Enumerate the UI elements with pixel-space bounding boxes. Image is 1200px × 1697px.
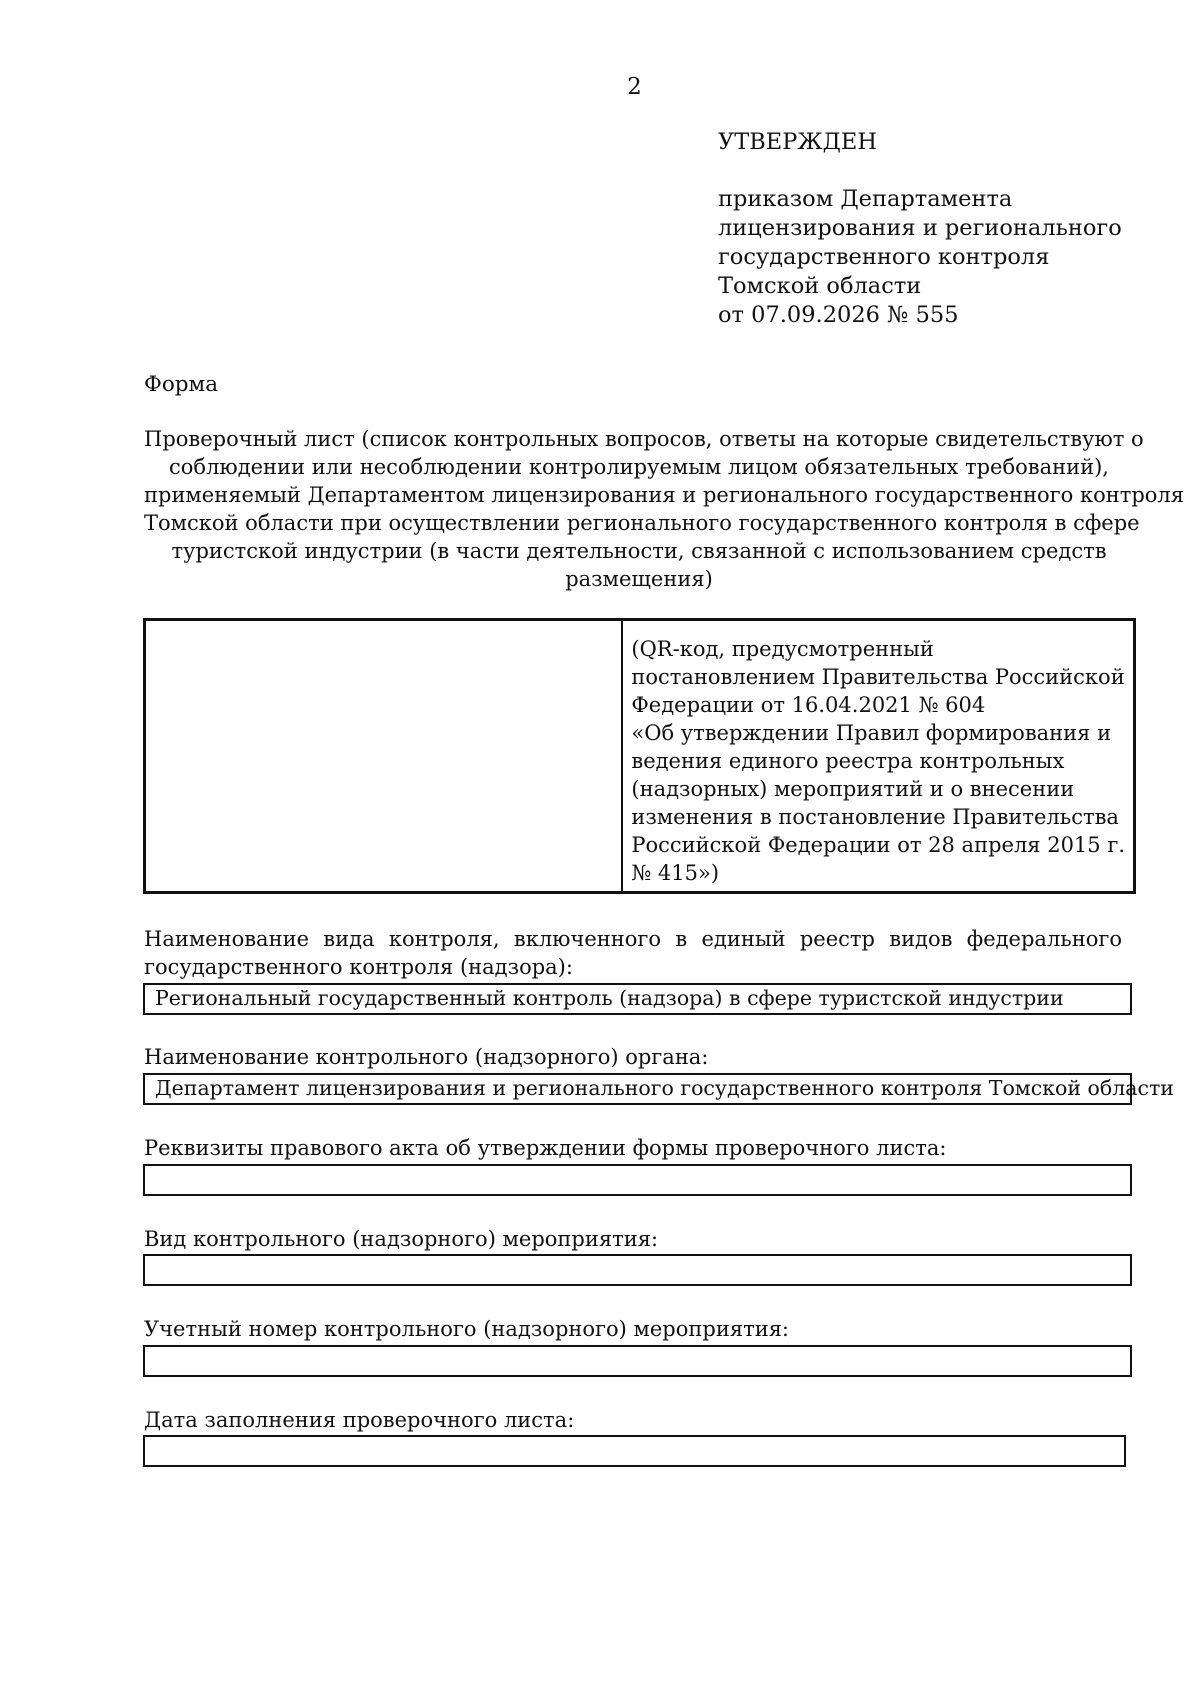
control-body-field[interactable]: Департамент лицензирования и регионального государственного контроля Томской области — [143, 1073, 1132, 1105]
event-number-label — [144, 1315, 1122, 1343]
qr-note-line: «Об утверждении Правил формирования и — [631, 721, 1112, 745]
control-body-label — [144, 1043, 1122, 1071]
qr-note-line: изменения в постановление Правительства — [631, 805, 1119, 829]
fill-date-label — [144, 1406, 1122, 1434]
legal-act-label — [144, 1134, 1122, 1162]
control-type-field[interactable]: Региональный государственный контроль (надзора) в сфере туристской индустрии — [143, 983, 1132, 1015]
control-type-label-line: Наименование вида контроля, включенного в единый реестр видов федерального — [144, 927, 1122, 951]
control-type-label — [144, 925, 1122, 981]
event-type-label-line: Вид контрольного (надзорного) мероприятия: — [144, 1227, 659, 1251]
fill-date-field[interactable] — [143, 1435, 1126, 1467]
qr-note-line: постановлением Правительства Российской — [631, 665, 1125, 689]
form-label: Форма — [144, 372, 219, 397]
event-number-field[interactable] — [143, 1345, 1132, 1377]
document-title — [144, 425, 1185, 593]
title-line: Томской области при осуществлении регионального государственного контроля в сфере — [144, 511, 1140, 535]
title-line: Проверочный лист (список контрольных вопросов, ответы на которые свидетельствуют о — [144, 427, 1144, 451]
control-type-label-line: государственного контроля (надзора): — [144, 955, 573, 979]
control-body-label-line: Наименование контрольного (надзорного) органа: — [144, 1045, 709, 1069]
event-type-label — [144, 1225, 1122, 1253]
event-type-field[interactable] — [143, 1254, 1132, 1286]
legal-act-label-line: Реквизиты правового акта об утверждении формы проверочного листа: — [144, 1136, 947, 1160]
title-line: размещения) — [565, 567, 713, 591]
approval-line: государственного контроля — [718, 244, 1050, 270]
qr-note-line: (надзорных) мероприятий и о внесении — [631, 777, 1075, 801]
page-number: 2 — [627, 74, 642, 100]
approval-line: приказом Департамента — [718, 186, 1013, 212]
legal-act-field[interactable] — [143, 1164, 1132, 1196]
qr-code-cell — [146, 621, 623, 891]
qr-note-line: № 415») — [631, 861, 720, 885]
title-line: применяемый Департаментом лицензирования и регионального государственного контроля — [144, 483, 1185, 507]
qr-note-line: (QR-код, предусмотренный — [631, 637, 934, 661]
fill-date-label-line: Дата заполнения проверочного листа: — [144, 1408, 575, 1432]
qr-note-line: ведения единого реестра контрольных — [631, 749, 1065, 773]
approval-line: Томской области — [718, 273, 922, 299]
approval-stamp: УТВЕРЖДЕН — [718, 129, 877, 155]
qr-note-cell — [623, 621, 1133, 891]
qr-note-line: Федерации от 16.04.2021 № 604 — [631, 693, 986, 717]
approval-line: от 07.09.2026 № 555 — [718, 302, 959, 328]
approval-line: лицензирования и регионального — [718, 215, 1122, 241]
qr-note-line: Российской Федерации от 28 апреля 2015 г. — [631, 833, 1125, 857]
title-line: туристской индустрии (в части деятельности, связанной с использованием средств — [171, 539, 1107, 563]
approval-block — [718, 128, 1158, 330]
qr-code-table — [143, 618, 1136, 894]
event-number-label-line: Учетный номер контрольного (надзорного) мероприятия: — [144, 1317, 790, 1341]
title-line: соблюдении или несоблюдении контролируемым лицом обязательных требований), — [169, 455, 1109, 479]
